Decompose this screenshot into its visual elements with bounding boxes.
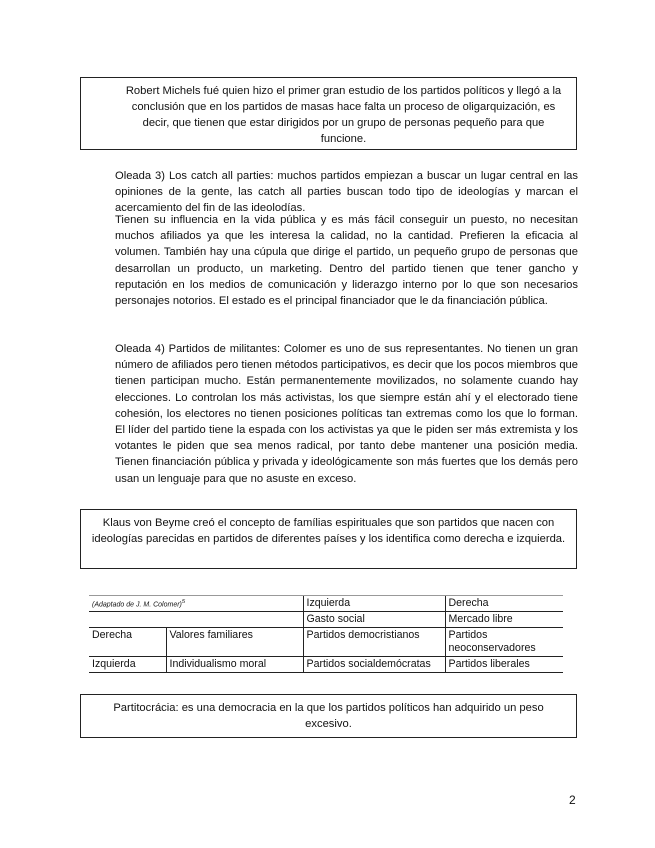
oleada4-paragraph: Oleada 4) Partidos de militantes: Colomer es uno de sus representantes. No tienen un gran número de afiliados pero tienen métodos participativos, es decir que los pocos miembros que tienen participan mucho. Están permanentemente movilizados, no solamente cuando hay elecciones. Lo controlan los más activistas, los que siempre están ahí y el electorado tiene cohesión, los electores no tienen posiciones políticas tan extremas como los que lo forman. El líder del partido tiene la espada con los activistas ya que le piden ser más extremista y los votantes le piden que sea menos radical, por tanto debe mantener una posición media. Tienen financiación pública y privada y ideológicamente son más fuertes que los demás pero usan un lenguaje para que no asuste en exceso.	[115, 343, 578, 485]
michels-box	[80, 77, 577, 150]
beyme-text: Klaus von Beyme creó el concepto de famílias espirituales que son partidos que nacen con ideologías parecidas en partidos de diferentes países y los identifica como derecha e izquierda.	[91, 517, 566, 545]
row-value-derecha: Valores familiares	[166, 628, 303, 657]
row-label-izquierda: Izquierda	[89, 657, 166, 673]
table-row	[89, 657, 563, 673]
header-derecha: Derecha	[445, 596, 563, 612]
cell-socialdemocratas: Partidos socialdemócratas	[303, 657, 445, 673]
page-number: 2	[569, 793, 576, 807]
row-label-derecha: Derecha	[89, 628, 166, 657]
cell-liberales: Partidos liberales	[445, 657, 563, 673]
table-row	[89, 628, 563, 657]
beyme-box	[80, 509, 577, 569]
michels-text: Robert Michels fué quien hizo el primer gran estudio de los partidos políticos y llegó a la conclusión que en los partidos de masas hace falta un proceso de oligarquización, es decir, que tienen que estar dirigidos por un grupo de personas pequeño para que funcione.	[125, 85, 562, 145]
subheader-gasto-social: Gasto social	[303, 612, 445, 628]
table-row	[89, 596, 563, 612]
cell-democristianos: Partidos democristianos	[303, 628, 445, 657]
cell-neoconservadores: Partidos neoconservadores	[445, 628, 563, 657]
header-izquierda: Izquierda	[303, 596, 445, 612]
oleada3-paragraph: Oleada 3) Los catch all parties: muchos partidos empiezan a buscar un lugar central en las opiniones de la gente, las catch all parties buscan todo tipo de ideologías y marcan el acercamiento del fin de las ideolodías.	[115, 170, 578, 215]
row-value-izquierda: Individualismo moral	[166, 657, 303, 673]
table-row	[89, 612, 563, 628]
partitocracia-text: Partitocrácia: es una democracia en la que los partidos políticos han adquirido un peso excesivo.	[113, 702, 544, 730]
subheader-mercado-libre: Mercado libre	[445, 612, 563, 628]
familias-table	[89, 595, 563, 673]
partitocracia-box	[80, 694, 577, 738]
table-source-note: (Adaptado de J. M. Colomer)$^5$	[89, 596, 303, 612]
oleada3-detail-paragraph: Tienen su influencia en la vida pública y es más fácil conseguir un puesto, no necesitan muchos afiliados ya que les interesa la calidad, no la cantidad. Prefieren la eficacia al volumen. También hay una cúpula que dirige el partido, un pequeño grupo de personas que desarrollan un producto, un marketing. Dentro del partido tienen que tener gancho y reputación en los medios de comunicación y liderazgo interno por lo que son necesarios personajes notorios. El estado es el principal financiador que le da financiación pública.	[115, 214, 578, 308]
